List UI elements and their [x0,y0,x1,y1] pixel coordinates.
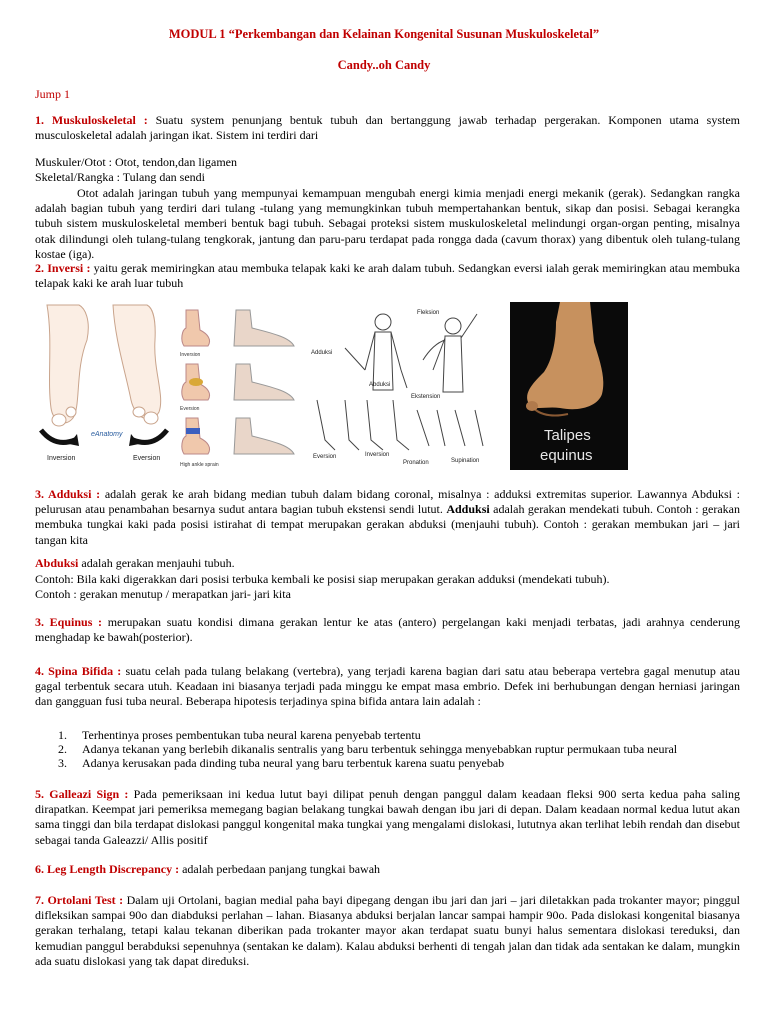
section-text: adalah gerak ke arah bidang median tubuh dalam bidang coronal, misalnya : adduksi extremitas superior. Lawannya Abduksi : pelurusan atau penambahan besarnya sudut antara bagian tubuh ekstensi sendi lutut. [35,487,740,517]
section-text-2: adalah gerakan mendekati tubuh. Contoh : gerakan membuka tungkai kaki pada posisi istirahat di tempat merupakan gerakan abduksi (menjauhi tubuh). Contoh : gerakan membukan jari – jari tangan kita [35,502,741,547]
list-text: Terhentinya proses pembentukan tuba neural karena penyebab tertentu [82,728,421,742]
section-heading: 6. Leg Length Discrepancy : [35,862,180,876]
fig3-supination: Supination [451,458,480,464]
list-number: 1. [58,728,67,742]
line-skeletal: Skeletal/Rangka : Tulang dan sendi [35,170,205,184]
fig3-ekstensi: Ekstension [411,394,441,400]
section-text: Pada pemeriksaan ini kedua lutut bayi dilipat penuh dengan panggul dalam keadaan fleksi 900 serta kedua paha saling dirapatkan. Keempat jari pemeriksa memegang bagian belakang tungkai bawah dengan ibu jari di depan. Dalam keadaan normal kedua lutut akan sama tinggi dan bila terdapat dislokasi panggul kongenital maka tungkai yang mengalami dislokasi, lututnya akan terlihat lebih rendah dan disebut sebagai tanda Galeazzi/ Allis positif [35,787,740,847]
section-equinus [35,615,740,645]
section-heading: 7. Ortolani Test : [35,893,124,907]
document-title: MODUL 1 “Perkembangan dan Kelainan Kongenital Susunan Muskuloskeletal” [168,27,600,41]
fig3-eversion: Eversion [313,454,337,460]
list-item [58,728,738,743]
section-text: Dalam uji Ortolani, bagian medial paha bayi dipegang dengan ibu jari dan jari – jari diletakkan pada trokanter mayor; pinggul difleksikan sampai 90o dan diabduksi perlahan – lahan. Biasanya abduksi berjalan lancar sampai hampir 90o. Pada dislokasi kongenital biasanya gerakan terhalang, tetapi kalau tekanan diberikan pada trokanter mayor akan terdapat suatu bunyi halus sementara dislokasi tereduksi, dan kemudian panggul berabduksi sepenuhnya (sentakan ke dalam). Kalau abduksi berhenti di tengah jalan dan tidak ada sentakan ke dalam, mungkin ada suatu dislokasi yang tak dapat direduksi. [35,893,740,968]
list-text: Adanya kerusakan pada dinding tuba neural yang baru terbentuk karena suatu penyebab [82,756,505,770]
section-heading: 2. Inversi : [35,261,91,275]
section-adduksi [35,487,740,548]
section-text: suatu celah pada tulang belakang (vertebra), yang terjadi karena bagian dari satu atau beberapa vertebra gagal menutup atau gagal terbentuk secara utuh. Keadaan ini biasanya terjadi pada minggu ke empat masa embrio. Defek ini berhubungan dengan herniasi jaringan dan gangguan fusi tuba neural. Beberapa hipotesis terjadinya spina bifida antara lain adalah : [35,664,740,709]
fig3-pronation: Pronation [403,460,429,466]
section-spina-bifida [35,664,740,710]
fig2-label-b: Eversion [180,406,200,412]
section-muskuloskeletal [35,113,740,143]
list-number: 2. [58,742,67,756]
section-heading: 3. Equinus : [35,615,103,629]
movement-diagram-icon [305,300,500,470]
bold-term: Adduksi [446,502,490,517]
section-text: Suatu system penunjang bentuk tubuh dan bertanggung jawab terhadap pergerakan. Komponen utama system musculoskeletal adalah jaringan ikat. Sistem ini terdiri dari [35,113,740,143]
figure-ankle-sprain [178,300,300,470]
fig4-label-2: equinus [540,447,593,464]
section-heading: 1. Muskuloskeletal : [35,113,148,127]
abduksi-definition [35,556,740,571]
section-leg-length [35,862,740,877]
abduksi-example-1: Contoh: Bila kaki digerakkan dari posisi terbuka kembali ke posisi siap merupakan gerakan adduksi (mendekati tubuh). [35,572,610,586]
fig2-label-a: Inversion [180,352,201,358]
section-ortolani-test [35,893,740,969]
list-item [58,742,738,757]
figure-talipes-equinus [510,302,628,470]
abduksi-heading: Abduksi [35,556,79,570]
fig1-brand: eAnatomy [91,431,123,438]
section-heading: 4. Spina Bifida : [35,664,122,678]
line-muskuler: Muskuler/Otot : Otot, tendon,dan ligamen [35,155,237,169]
fig3-fleksi: Fleksion [417,310,440,316]
fig4-label-1: Talipes [544,427,591,444]
section-inversi [35,261,740,291]
fig2-label-c: High ankle sprain [180,462,219,468]
foot-diagram-icon [35,300,175,470]
section-text: adalah perbedaan panjang tungkai bawah [179,862,381,876]
list-number: 3. [58,756,67,770]
abduksi-text: adalah gerakan menjauhi tubuh. [78,556,235,570]
jump-label: Jump 1 [35,87,71,101]
section-heading: 5. Galleazi Sign : [35,787,129,801]
document-subtitle: Candy..oh Candy [337,58,431,72]
section-text: merupakan suatu kondisi dimana gerakan lentur ke atas (antero) pergelangan kaki menjadi terbatas, jadi arahnya cenderung menghadap ke bawah(posterior). [35,615,740,645]
section-text: yaitu gerak memiringkan atau membuka telapak kaki ke arah dalam tubuh. Sedangkan eversi ialah gerak memiringkan atau membuka telapak kaki ke arah luar tubuh [35,261,740,291]
fig3-inversion: Inversion [365,452,390,458]
ankle-diagram-icon [178,300,300,470]
list-item [58,756,738,771]
abduksi-example-2: Contoh : gerakan menutup / merapatkan jari- jari kita [35,587,291,601]
section-heading: 3. Adduksi : [35,487,101,501]
fig3-adduksi: Adduksi [311,350,333,356]
fig3-abduksi: Abduksi [369,382,391,388]
paragraph-otot: Otot adalah jaringan tubuh yang mempunyai kemampuan mengubah energi kimia menjadi energi mekanik (gerak). Sedangkan rangka adalah bagian tubuh yang terdiri dari tulang -tulang yang memungkinkan tubuh mempertahankan bentuk, sikap dan posisi. Sebagai kerangka tubuh sistem muskuloskeletal memberi bentuk bagi tubuh. Sebagai proteksi sistem muskuloskeletal melindungi organ-organ penting, misalnya otak dilindungi oleh tulang-tulang tengkorak, jantung dan paru-paru terdapat pada rongga dada (cavum thorax) yang dibentuk oleh tulang-tulang kostae (iga). [35,186,740,261]
fig1-right-label: Eversion [133,455,161,462]
figure-body-movements [305,300,500,470]
equinus-photo-icon [510,302,628,470]
figure-foot-inversion-eversion [35,300,175,470]
section-galleazi-sign [35,787,740,848]
list-text: Adanya tekanan yang berlebih dikanalis sentralis yang baru terbentuk sehingga menyebabkan ruptur permukaan tuba neural [82,742,678,756]
fig1-left-label: Inversion [47,455,76,462]
